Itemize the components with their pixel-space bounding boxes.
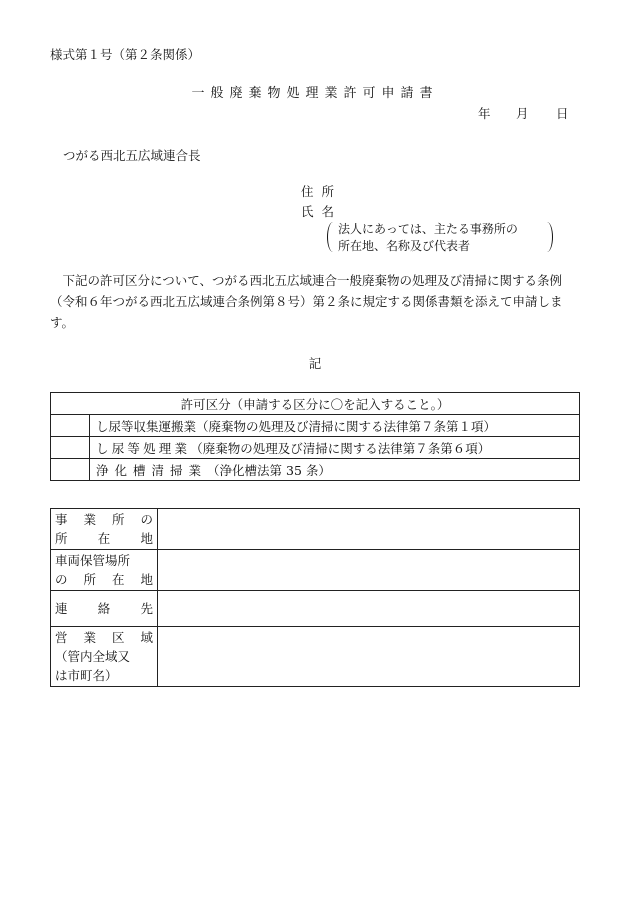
table-row bbox=[51, 415, 580, 437]
ki-heading: 記 bbox=[308, 356, 322, 371]
permit-category-table bbox=[50, 392, 580, 481]
area-label-line3: は市町名） bbox=[55, 668, 118, 683]
permit-table-header: 許可区分（申請する区分に〇を記入すること。） bbox=[51, 393, 580, 415]
table-row bbox=[51, 627, 580, 687]
table-row bbox=[51, 509, 580, 550]
office-label-char: の bbox=[140, 512, 153, 527]
permit-law-1: （廃棄物の処理及び清掃に関する法律第７条第１項） bbox=[196, 418, 497, 434]
table-row bbox=[51, 550, 580, 591]
corporate-note-line1: 法人にあっては、主たる事務所の bbox=[338, 222, 518, 236]
permit-mark-cell-1[interactable] bbox=[51, 415, 90, 437]
left-bracket bbox=[327, 222, 335, 252]
permit-mark-cell-3[interactable] bbox=[51, 459, 90, 481]
office-label-char: 事 bbox=[55, 512, 68, 527]
right-bracket bbox=[545, 222, 553, 252]
name-label: 氏名 bbox=[301, 204, 343, 219]
vehicle-label-line1: 車両保管場所 bbox=[55, 553, 131, 568]
date-day-label: 日 bbox=[556, 106, 569, 121]
contact-label-char: 先 bbox=[140, 601, 153, 616]
business-area-label bbox=[51, 627, 158, 687]
form-number: 様式第１号（第２条関係） bbox=[50, 47, 201, 62]
vehicle-label-char: 所 bbox=[83, 572, 96, 587]
contact-field[interactable] bbox=[158, 591, 580, 627]
table-row bbox=[51, 437, 580, 459]
business-info-table bbox=[50, 508, 580, 687]
permit-desc-2 bbox=[90, 437, 580, 459]
permit-desc-1 bbox=[90, 415, 580, 437]
corporate-note-line2: 所在地、名称及び代表者 bbox=[338, 239, 471, 253]
vehicle-storage-label bbox=[51, 550, 158, 591]
area-label-char: 区 bbox=[111, 630, 125, 645]
table-row bbox=[51, 459, 580, 481]
permit-law-3: （浄化槽法第 35 条） bbox=[207, 462, 331, 478]
address-label: 住所 bbox=[301, 184, 343, 199]
contact-label-char: 絡 bbox=[97, 601, 111, 616]
table-row bbox=[51, 591, 580, 627]
area-label-char: 営 bbox=[55, 630, 68, 645]
application-body-text: 下記の許可区分について、つがる西北五広域連合一般廃棄物の処理及び清掃に関する条例（令和６年つがる西北五広域連合条例第８号）第２条に規定する関係書類を添えて申請します。 bbox=[50, 273, 563, 330]
corporate-note bbox=[327, 221, 553, 255]
office-label-char: 地 bbox=[140, 531, 153, 546]
contact-label bbox=[51, 591, 158, 627]
office-label-char: 所 bbox=[111, 512, 125, 527]
contact-label-char: 連 bbox=[55, 601, 68, 616]
permit-name-1: し尿等収集運搬業 bbox=[96, 418, 197, 434]
business-area-field[interactable] bbox=[158, 627, 580, 687]
permit-name-3: 浄化槽清掃業 bbox=[96, 462, 208, 478]
vehicle-label-char: 地 bbox=[140, 572, 153, 587]
vehicle-label-char: の bbox=[55, 572, 68, 587]
vehicle-storage-field[interactable] bbox=[158, 550, 580, 591]
permit-law-2: （廃棄物の処理及び清掃に関する法律第７条第６項） bbox=[190, 440, 491, 456]
area-label-line2: （管内全域又 bbox=[55, 649, 131, 664]
office-label-char: 所 bbox=[55, 531, 68, 546]
area-label-char: 業 bbox=[83, 630, 96, 645]
document-title: 一般廃棄物処理業許可申請書 bbox=[191, 86, 439, 101]
permit-desc-3 bbox=[90, 459, 580, 481]
date-month-label: 月 bbox=[516, 106, 529, 121]
permit-mark-cell-2[interactable] bbox=[51, 437, 90, 459]
office-label-char: 在 bbox=[97, 531, 111, 546]
permit-name-2: し尿等処理業 bbox=[96, 440, 191, 456]
office-location-label bbox=[51, 509, 158, 550]
office-location-field[interactable] bbox=[158, 509, 580, 550]
office-label-char: 業 bbox=[83, 512, 96, 527]
addressee: つがる西北五広域連合長 bbox=[63, 148, 201, 163]
vehicle-label-char: 在 bbox=[111, 572, 125, 587]
date-year-label: 年 bbox=[478, 106, 491, 121]
area-label-char: 域 bbox=[140, 630, 153, 645]
